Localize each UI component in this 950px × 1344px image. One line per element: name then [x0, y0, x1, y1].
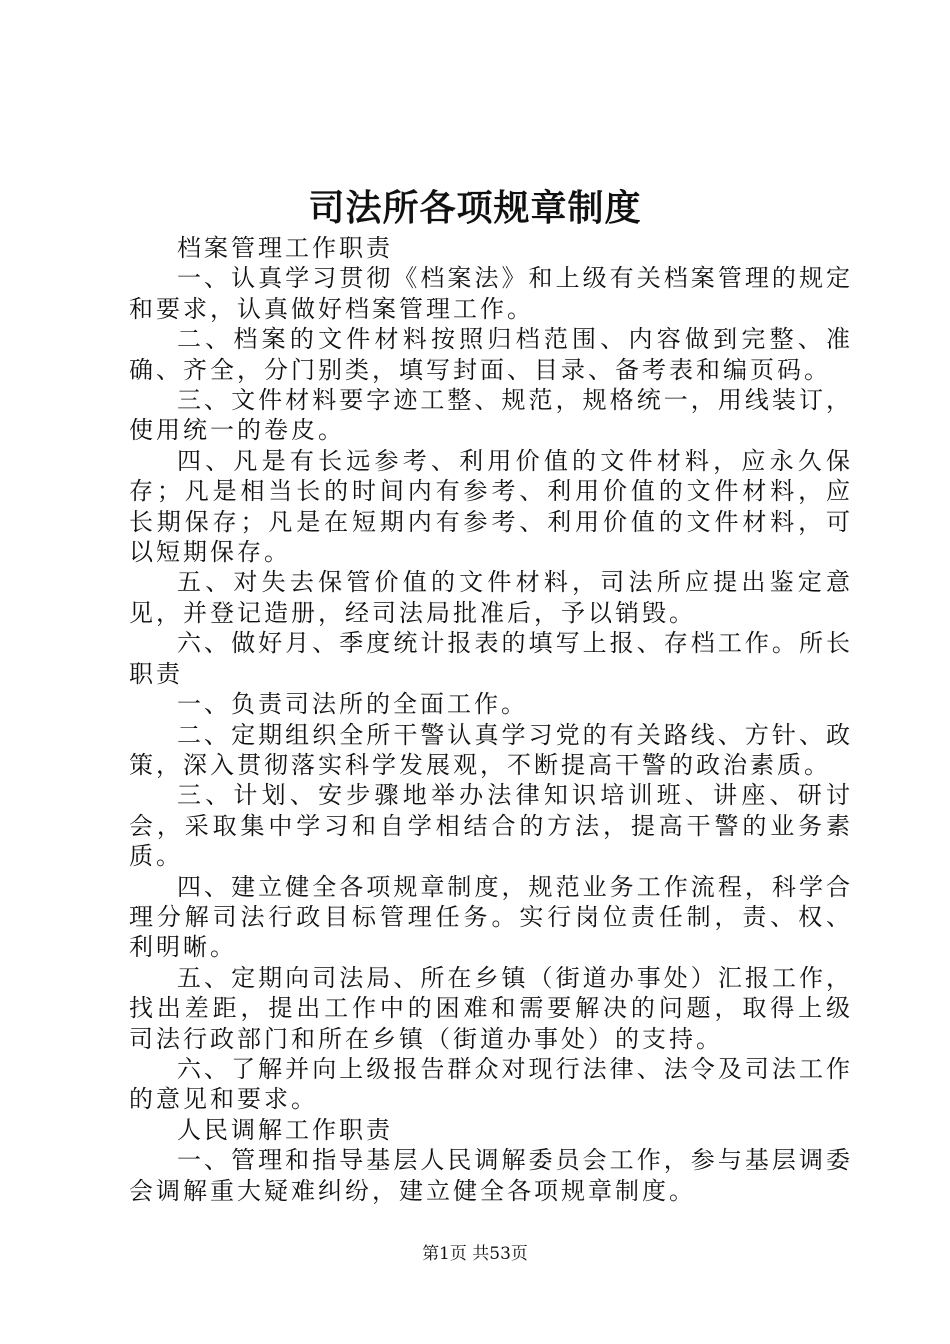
- paragraph: 一、负责司法所的全面工作。: [177, 690, 528, 719]
- paragraph: 四、建立健全各项规章制度，规范业务工作流程，科学合理分解司法行政目标管理任务。实行岗位责任制，责、权、利明晰。: [129, 872, 853, 962]
- paragraph: 六、了解并向上级报告群众对现行法律、法令及司法工作的意见和要求。: [129, 1054, 853, 1114]
- paragraph: 二、定期组织全所干警认真学习党的有关路线、方针、政策，深入贯彻落实科学发展观，不断提高干警的政治素质。: [129, 720, 853, 779]
- paragraph: 档案管理工作职责: [177, 234, 393, 262]
- paragraph: 五、定期向司法局、所在乡镇（街道办事处）汇报工作，找出差距，提出工作中的困难和需要解决的问题，取得上级司法行政部门和所在乡镇（街道办事处）的支持。: [129, 963, 853, 1053]
- document-title: 司法所各项规章制度: [308, 187, 642, 229]
- paragraph: 三、文件材料要字迹工整、规范，规格统一，用线装订，使用统一的卷皮。: [129, 386, 853, 445]
- document-body: [129, 233, 853, 1206]
- paragraph: 人民调解工作职责: [177, 1115, 393, 1144]
- page-number-footer: 第1页 共53页: [422, 1244, 528, 1264]
- paragraph: 一、认真学习贯彻《档案法》和上级有关档案管理的规定和要求，认真做好档案管理工作。: [129, 264, 853, 323]
- paragraph: 三、计划、安步骤地举办法律知识培训班、讲座、研讨会，采取集中学习和自学相结合的方法，提高干警的业务素质。: [129, 781, 853, 871]
- paragraph: 四、凡是有长远参考、利用价值的文件材料，应永久保存；凡是相当长的时间内有参考、利用价值的文件材料，应长期保存；凡是在短期内有参考、利用价值的文件材料，可以短期保存。: [129, 446, 853, 567]
- paragraph: 一、管理和指导基层人民调解委员会工作，参与基层调委会调解重大疑难纠纷，建立健全各项规章制度。: [129, 1146, 853, 1205]
- paragraph: 六、做好月、季度统计报表的填写上报、存档工作。所长职责: [129, 629, 853, 688]
- paragraph: 五、对失去保管价值的文件材料，司法所应提出鉴定意见，并登记造册，经司法局批准后，予以销毁。: [129, 568, 853, 627]
- paragraph: 二、档案的文件材料按照归档范围、内容做到完整、准确、齐全，分门别类，填写封面、目录、备考表和编页码。: [129, 325, 853, 384]
